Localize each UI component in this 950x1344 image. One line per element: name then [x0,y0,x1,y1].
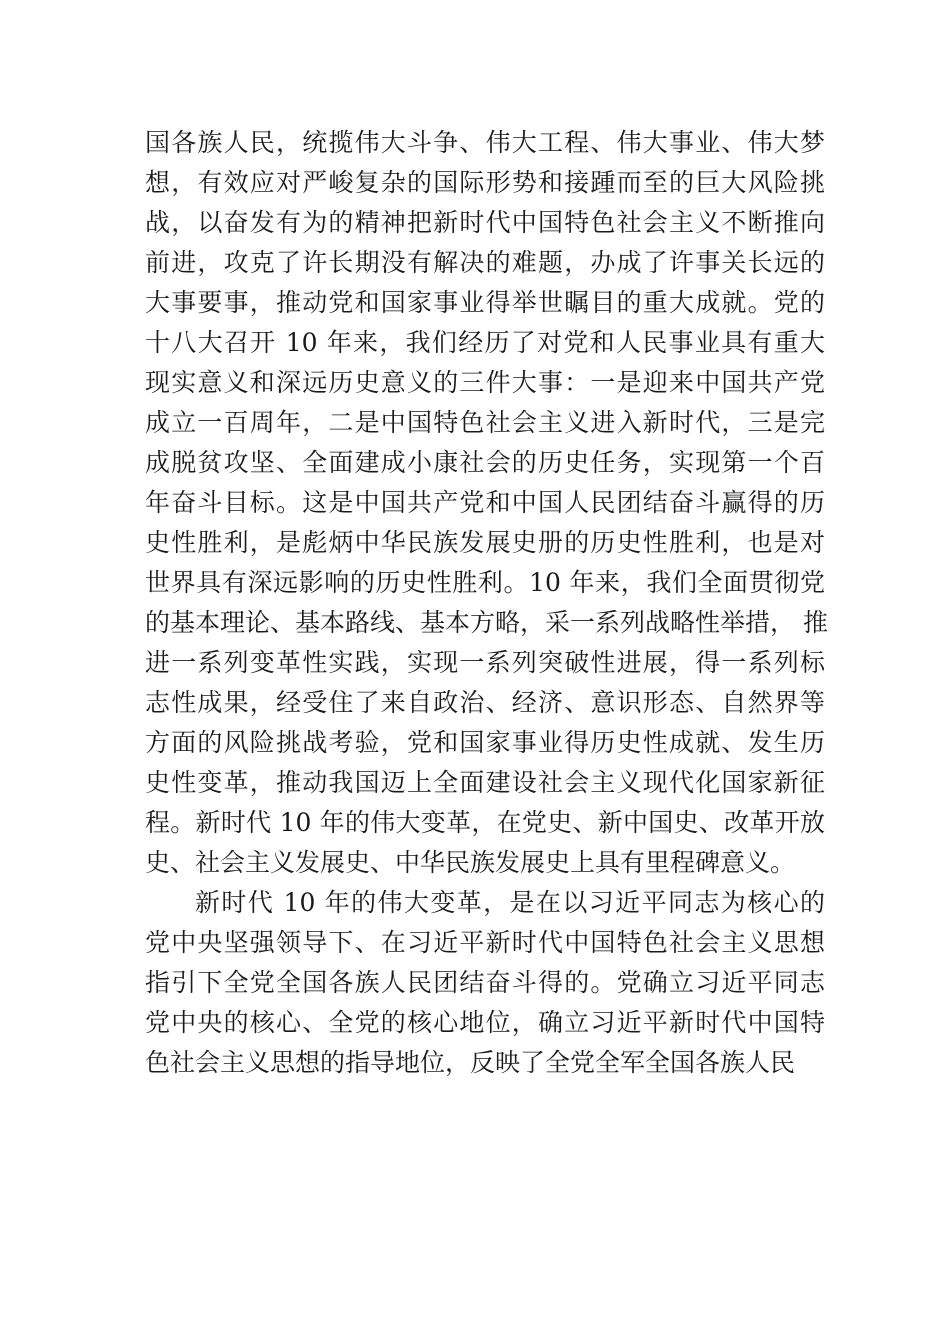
text-line: 志性成果，经受住了来自政治、经济、意识形态、自然界等 [145,688,825,717]
text-line: 程。新时代 10 年的伟大变革，在党史、新中国史、改革开放 [145,808,825,837]
document-body [145,123,828,1083]
text-line: 国各族人民，统揽伟大斗争、伟大工程、伟大事业、伟大梦 [145,128,825,157]
text-line: 方面的风险挑战考验，党和国家事业得历史性成就、发生历 [145,728,825,757]
text-line: 史性变革，推动我国迈上全面建设社会主义现代化国家新征 [145,768,825,797]
text-line: 色社会主义思想的指导地位，反映了全党全军全国各族人民 [145,1048,796,1077]
text-line: 大事要事，推动党和国家事业得举世瞩目的重大成就。党的 [145,288,825,317]
text-line: 现实意义和深远历史意义的三件大事：一是迎来中国共产党 [145,368,825,397]
text-line: 指引下全党全国各族人民团结奋斗得的。党确立习近平同志 [145,968,825,997]
text-line: 党中央的核心、全党的核心地位，确立习近平新时代中国特 [145,1008,825,1037]
paragraph-2 [145,883,825,1083]
text-line: 新时代 10 年的伟大变革，是在以习近平同志为核心的 [195,888,825,917]
text-line: 成脱贫攻坚、全面建成小康社会的历史任务，实现第一个百 [145,448,825,477]
text-line: 史性胜利，是彪炳中华民族发展史册的历史性胜利，也是对 [145,528,825,557]
paragraph-1 [145,123,828,883]
text-line: 党中央坚强领导下、在习近平新时代中国特色社会主义思想 [145,928,825,957]
text-line: 前进，攻克了许长期没有解决的难题，办成了许事关长远的 [145,248,825,277]
text-line: 年奋斗目标。这是中国共产党和中国人民团结奋斗赢得的历 [145,488,825,517]
text-line: 世界具有深远影响的历史性胜利。10 年来，我们全面贯彻党 [145,568,825,597]
text-line: 战，以奋发有为的精神把新时代中国特色社会主义不断推向 [145,208,825,237]
text-line: 想，有效应对严峻复杂的国际形势和接踵而至的巨大风险挑 [145,168,825,197]
text-line: 的基本理论、基本路线、基本方略，采一系列战略性举措， 推 [145,608,828,637]
text-line: 十八大召开 10 年来，我们经历了对党和人民事业具有重大 [145,328,825,357]
text-line: 进一系列变革性实践，实现一系列突破性进展，得一系列标 [145,648,825,677]
text-line: 成立一百周年，二是中国特色社会主义进入新时代，三是完 [145,408,825,437]
text-line: 史、社会主义发展史、中华民族发展史上具有里程碑意义。 [145,848,796,877]
